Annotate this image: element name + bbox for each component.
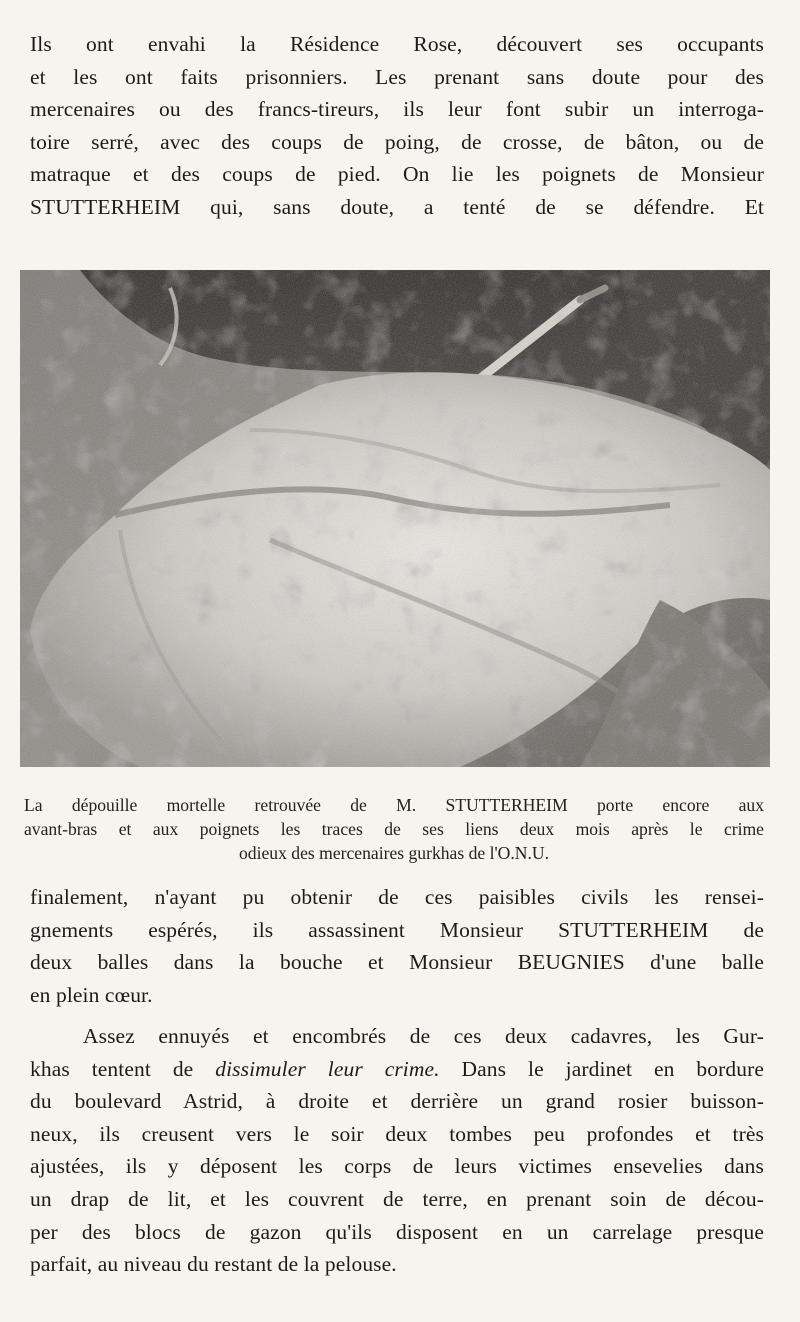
middle-paragraph <box>30 881 764 1011</box>
text-line: Ils ont envahi la Résidence Rose, découvert ses occupants <box>30 32 764 56</box>
text-line: en plein cœur. <box>30 982 153 1007</box>
text-fragment: khas tentent de <box>30 1056 216 1081</box>
photo-caption <box>24 793 764 865</box>
caption-line: La dépouille mortelle retrouvée de M. STUTTERHEIM porte encore aux <box>24 795 764 815</box>
photograph-icon <box>20 270 770 767</box>
text-line: un drap de lit, et les couvrent de terre, en prenant soin de décou- <box>30 1186 764 1211</box>
text-line: mercenaires ou des francs-tireurs, ils leur font subir un interroga- <box>30 97 764 122</box>
text-line: et les ont faits prisonniers. Les prenant sans doute pour des <box>30 64 764 89</box>
caption-line: odieux des mercenaires gurkhas de l'O.N.U. <box>239 843 549 863</box>
text-line: deux balles dans la bouche et Monsieur BEUGNIES d'une balle <box>30 950 764 975</box>
caption-line: avant-bras et aux poignets les traces de ses liens deux mois après le crime <box>24 819 764 839</box>
text-line: STUTTERHEIM qui, sans doute, a tenté de se défendre. Et <box>30 194 764 219</box>
text-line: Assez ennuyés et encombrés de ces deux cadavres, les Gur- <box>83 1024 764 1048</box>
text-line: finalement, n'ayant pu obtenir de ces paisibles civils les rensei- <box>30 885 764 909</box>
emphasized-text: dissimuler leur crime. <box>215 1056 440 1081</box>
text-line: toire serré, avec des coups de poing, de crosse, de bâton, ou de <box>30 129 764 154</box>
text-fragment: Dans le jardinet en bordure <box>439 1056 764 1081</box>
text-line: parfait, au niveau du restant de la pelouse. <box>30 1252 397 1277</box>
text-line: matraque et des coups de pied. On lie les poignets de Monsieur <box>30 162 764 187</box>
text-line-with-emphasis <box>30 1053 764 1086</box>
text-line: du boulevard Astrid, à droite et derrière un grand rosier buisson- <box>30 1089 764 1114</box>
photograph-image <box>20 270 770 767</box>
text-line: ajustées, ils y déposent les corps de leurs victimes ensevelies dans <box>30 1154 764 1179</box>
text-line: per des blocs de gazon qu'ils disposent en un carrelage presque <box>30 1219 764 1244</box>
text-line: gnements espérés, ils assassinent Monsieur STUTTERHEIM de <box>30 917 764 942</box>
top-paragraph <box>30 28 764 224</box>
bottom-paragraph <box>30 1020 764 1281</box>
text-line: neux, ils creusent vers le soir deux tombes peu profondes et très <box>30 1121 764 1146</box>
